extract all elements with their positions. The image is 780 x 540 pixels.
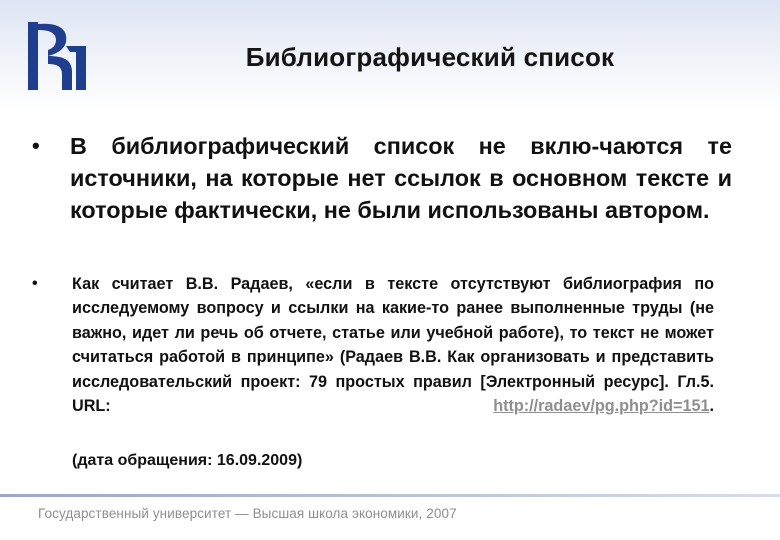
hse-logo-icon	[26, 20, 88, 92]
bullet-marker: •	[32, 275, 38, 292]
slide-title: Библиографический список	[245, 42, 615, 72]
source-url-link[interactable]: http://radaev/pg.php?id=151	[493, 397, 710, 416]
footer-divider	[0, 494, 780, 497]
footer-text: Государственный университет — Высшая школа экономики, 2007	[38, 506, 457, 521]
bullet-item-1	[32, 130, 732, 226]
bullet-marker: •	[32, 133, 40, 158]
quote-end: .	[709, 397, 714, 416]
bullet-text	[72, 272, 714, 418]
access-date: (дата обращения: 16.09.2009)	[72, 452, 303, 469]
quote-text: Как считает В.В. Радаев, «если в тексте отсутствуют библиография по исследуемому вопросу и ссылки на какие-то ранее выполненные труды (не важно, идет ли речь об отчете, статье или учебной работе), то текст не может считаться работой в принципе» (Радаев В.В. Как организовать и представить исследовательский проект: 79 простых правил [Электронный ресурс]. Гл.5. URL:	[72, 275, 714, 416]
bullet-text: В библиографический список не вклю-чаются те источники, на которые нет ссылок в основном тексте и которые фактически, не были использованы автором.	[70, 133, 732, 223]
bullet-item-2	[32, 272, 714, 418]
